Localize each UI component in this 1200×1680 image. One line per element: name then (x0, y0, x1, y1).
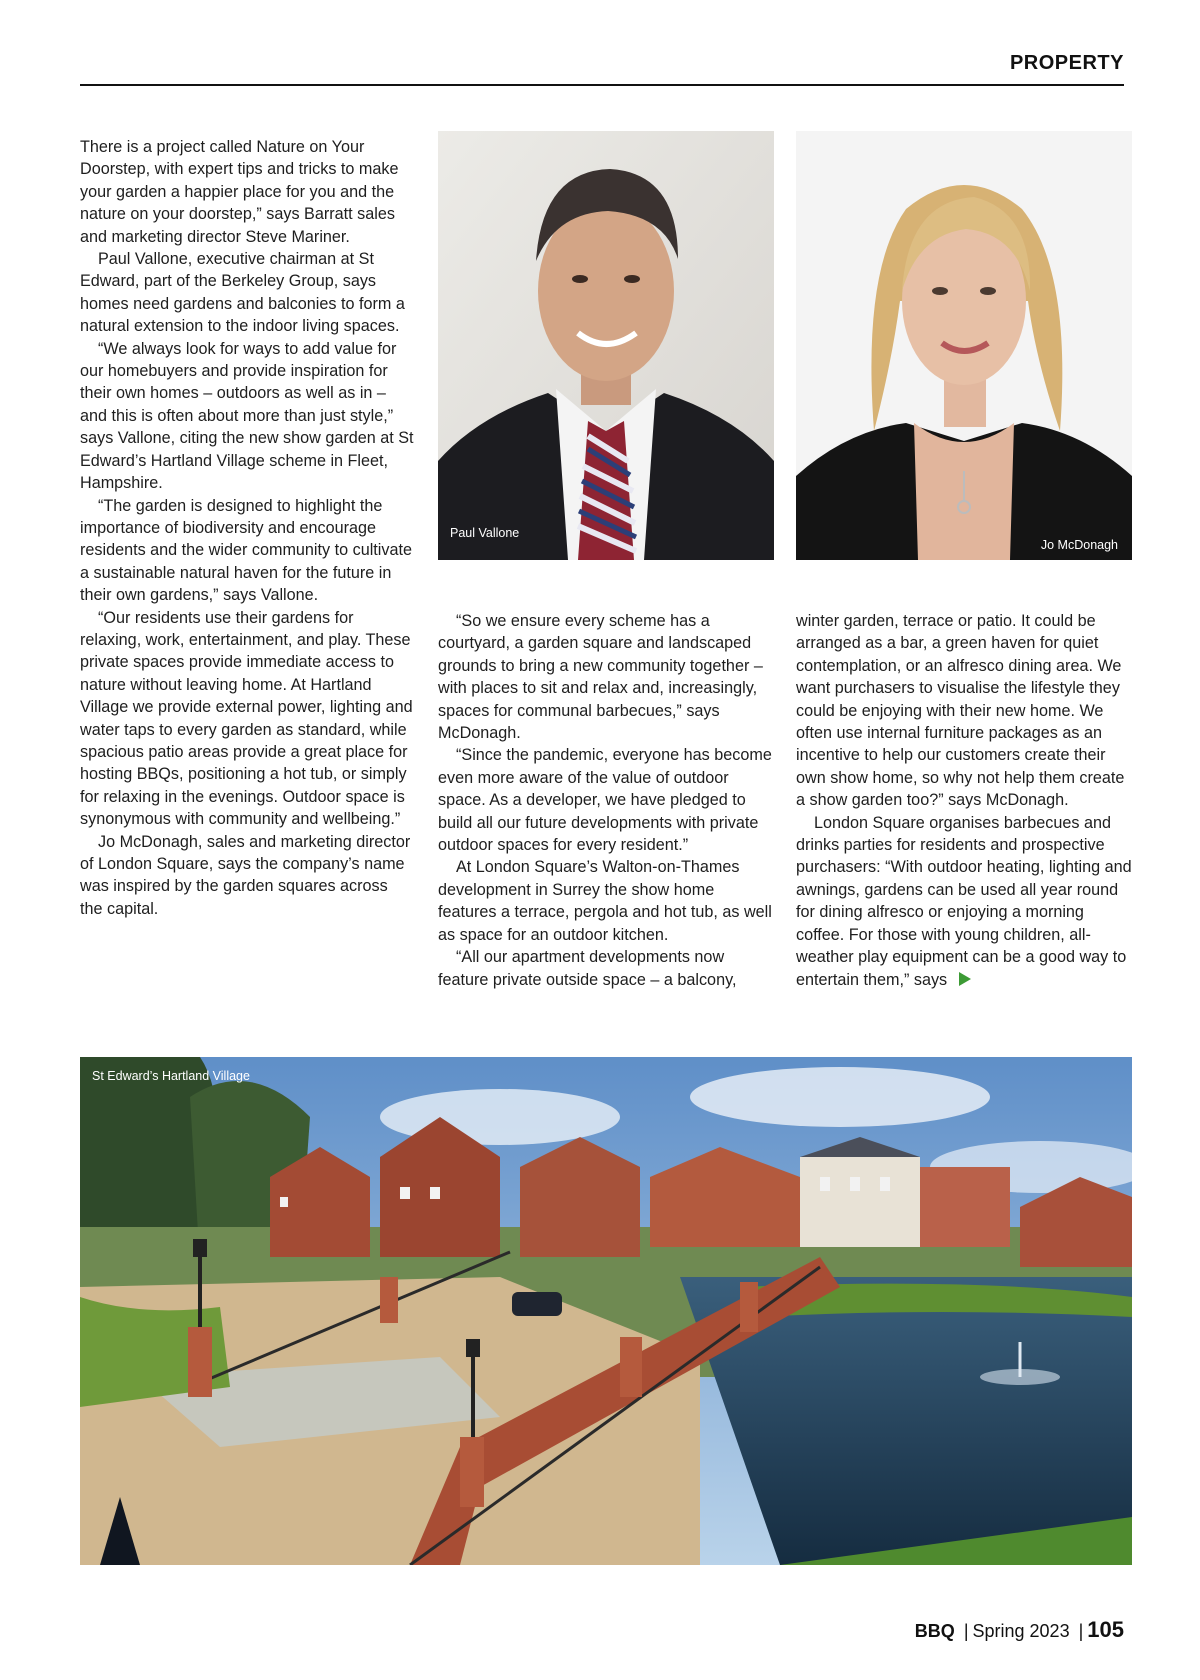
portrait-mcdonagh-image (796, 131, 1132, 560)
article-column-1 (80, 136, 414, 920)
portrait-paul-vallone (438, 131, 774, 560)
portrait-jo-mcdonagh (796, 131, 1132, 560)
paragraph: “The garden is designed to highlight the importance of biodiversity and encourage residents and the wider community to cultivate a sustainable natural haven for the future in their own gardens,” says Vallone. (80, 496, 413, 605)
footer-separator: | (963, 1621, 969, 1641)
article-column-3 (796, 610, 1132, 991)
paragraph: “Since the pandemic, everyone has become even more aware of the value of outdoor space. As a developer, we have pledged to build all our future developments with private outdoor spaces for every resident.” (438, 746, 772, 855)
publication-name: BBQ (914, 1621, 955, 1641)
hartland-village-photo (80, 1057, 1132, 1565)
page-number: 105 (1087, 1617, 1124, 1642)
paragraph-text: London Square organises barbecues and drinks parties for residents and prospective purchasers: “With outdoor heating, lighting and awnings, gardens can be used all year round for dining alfresco or enjoying a morning coffee. For those with young children, all-weather play equipment can be a good way to entertain them,” says (796, 813, 1132, 989)
paragraph (796, 812, 1132, 991)
paragraph: Jo McDonagh, sales and marketing director of London Square, says the company’s name was inspired by the garden squares across the capital. (80, 832, 411, 918)
continue-arrow-icon (959, 972, 971, 986)
photo-caption: St Edward’s Hartland Village (92, 1069, 250, 1083)
header-rule (80, 84, 1124, 86)
article-column-2 (438, 610, 776, 991)
paragraph: “So we ensure every scheme has a courtyard, a garden square and landscaped grounds to bring a new community together – with places to sit and relax and, increasingly, spaces for communal barbecues,” says McDonagh. (438, 612, 763, 743)
paragraph: Paul Vallone, executive chairman at St Edward, part of the Berkeley Group, says homes need gardens and balconies to form a natural extension to the indoor living spaces. (80, 250, 405, 336)
page-footer (915, 1617, 1124, 1643)
paragraph: winter garden, terrace or patio. It could be arranged as a bar, a green haven for quiet contemplation, or an alfresco dining area. We want purchasers to visualise the lifestyle they could be enjoying with their new home. We often use internal furniture packages as an incentive to help our customers create their own show home, so why not help them create a show garden too?” says McDonagh. (796, 612, 1125, 810)
portrait-vallone-image (438, 131, 774, 560)
paragraph: There is a project called Nature on Your Doorstep, with expert tips and tricks to make your garden a happier place for you and the nature on your doorstep,” says Barratt sales and marketing director Steve Mariner. (80, 138, 399, 246)
paragraph: “Our residents use their gardens for relaxing, work, entertainment, and play. These private spaces provide immediate access to nature without leaving home. At Hartland Village we provide external power, lighting and water taps to every garden as standard, while spacious patio areas provide a great place for hosting BBQs, positioning a hot tub, or simply for relaxing in the evenings. Outdoor space is synonymous with community and wellbeing.” (80, 608, 413, 829)
footer-separator: | (1078, 1621, 1084, 1641)
paragraph: “All our apartment developments now feature private outside space – a balcony, (438, 948, 737, 989)
photo-caption: Jo McDonagh (1040, 538, 1118, 552)
issue-date: Spring 2023 (972, 1621, 1070, 1641)
hartland-village-image (80, 1057, 1132, 1565)
paragraph: “We always look for ways to add value for our homebuyers and provide inspiration for their own homes – outdoors as well as in – and this is often about more than just style,” says Vallone, citing the new show garden at St Edward’s Hartland Village scheme in Fleet, Hampshire. (80, 339, 414, 493)
section-label: PROPERTY (1009, 52, 1124, 74)
paragraph: At London Square’s Walton-on-Thames development in Surrey the show home features a terrace, pergola and hot tub, as well as space for an outdoor kitchen. (438, 858, 772, 944)
photo-caption: Paul Vallone (450, 526, 520, 540)
